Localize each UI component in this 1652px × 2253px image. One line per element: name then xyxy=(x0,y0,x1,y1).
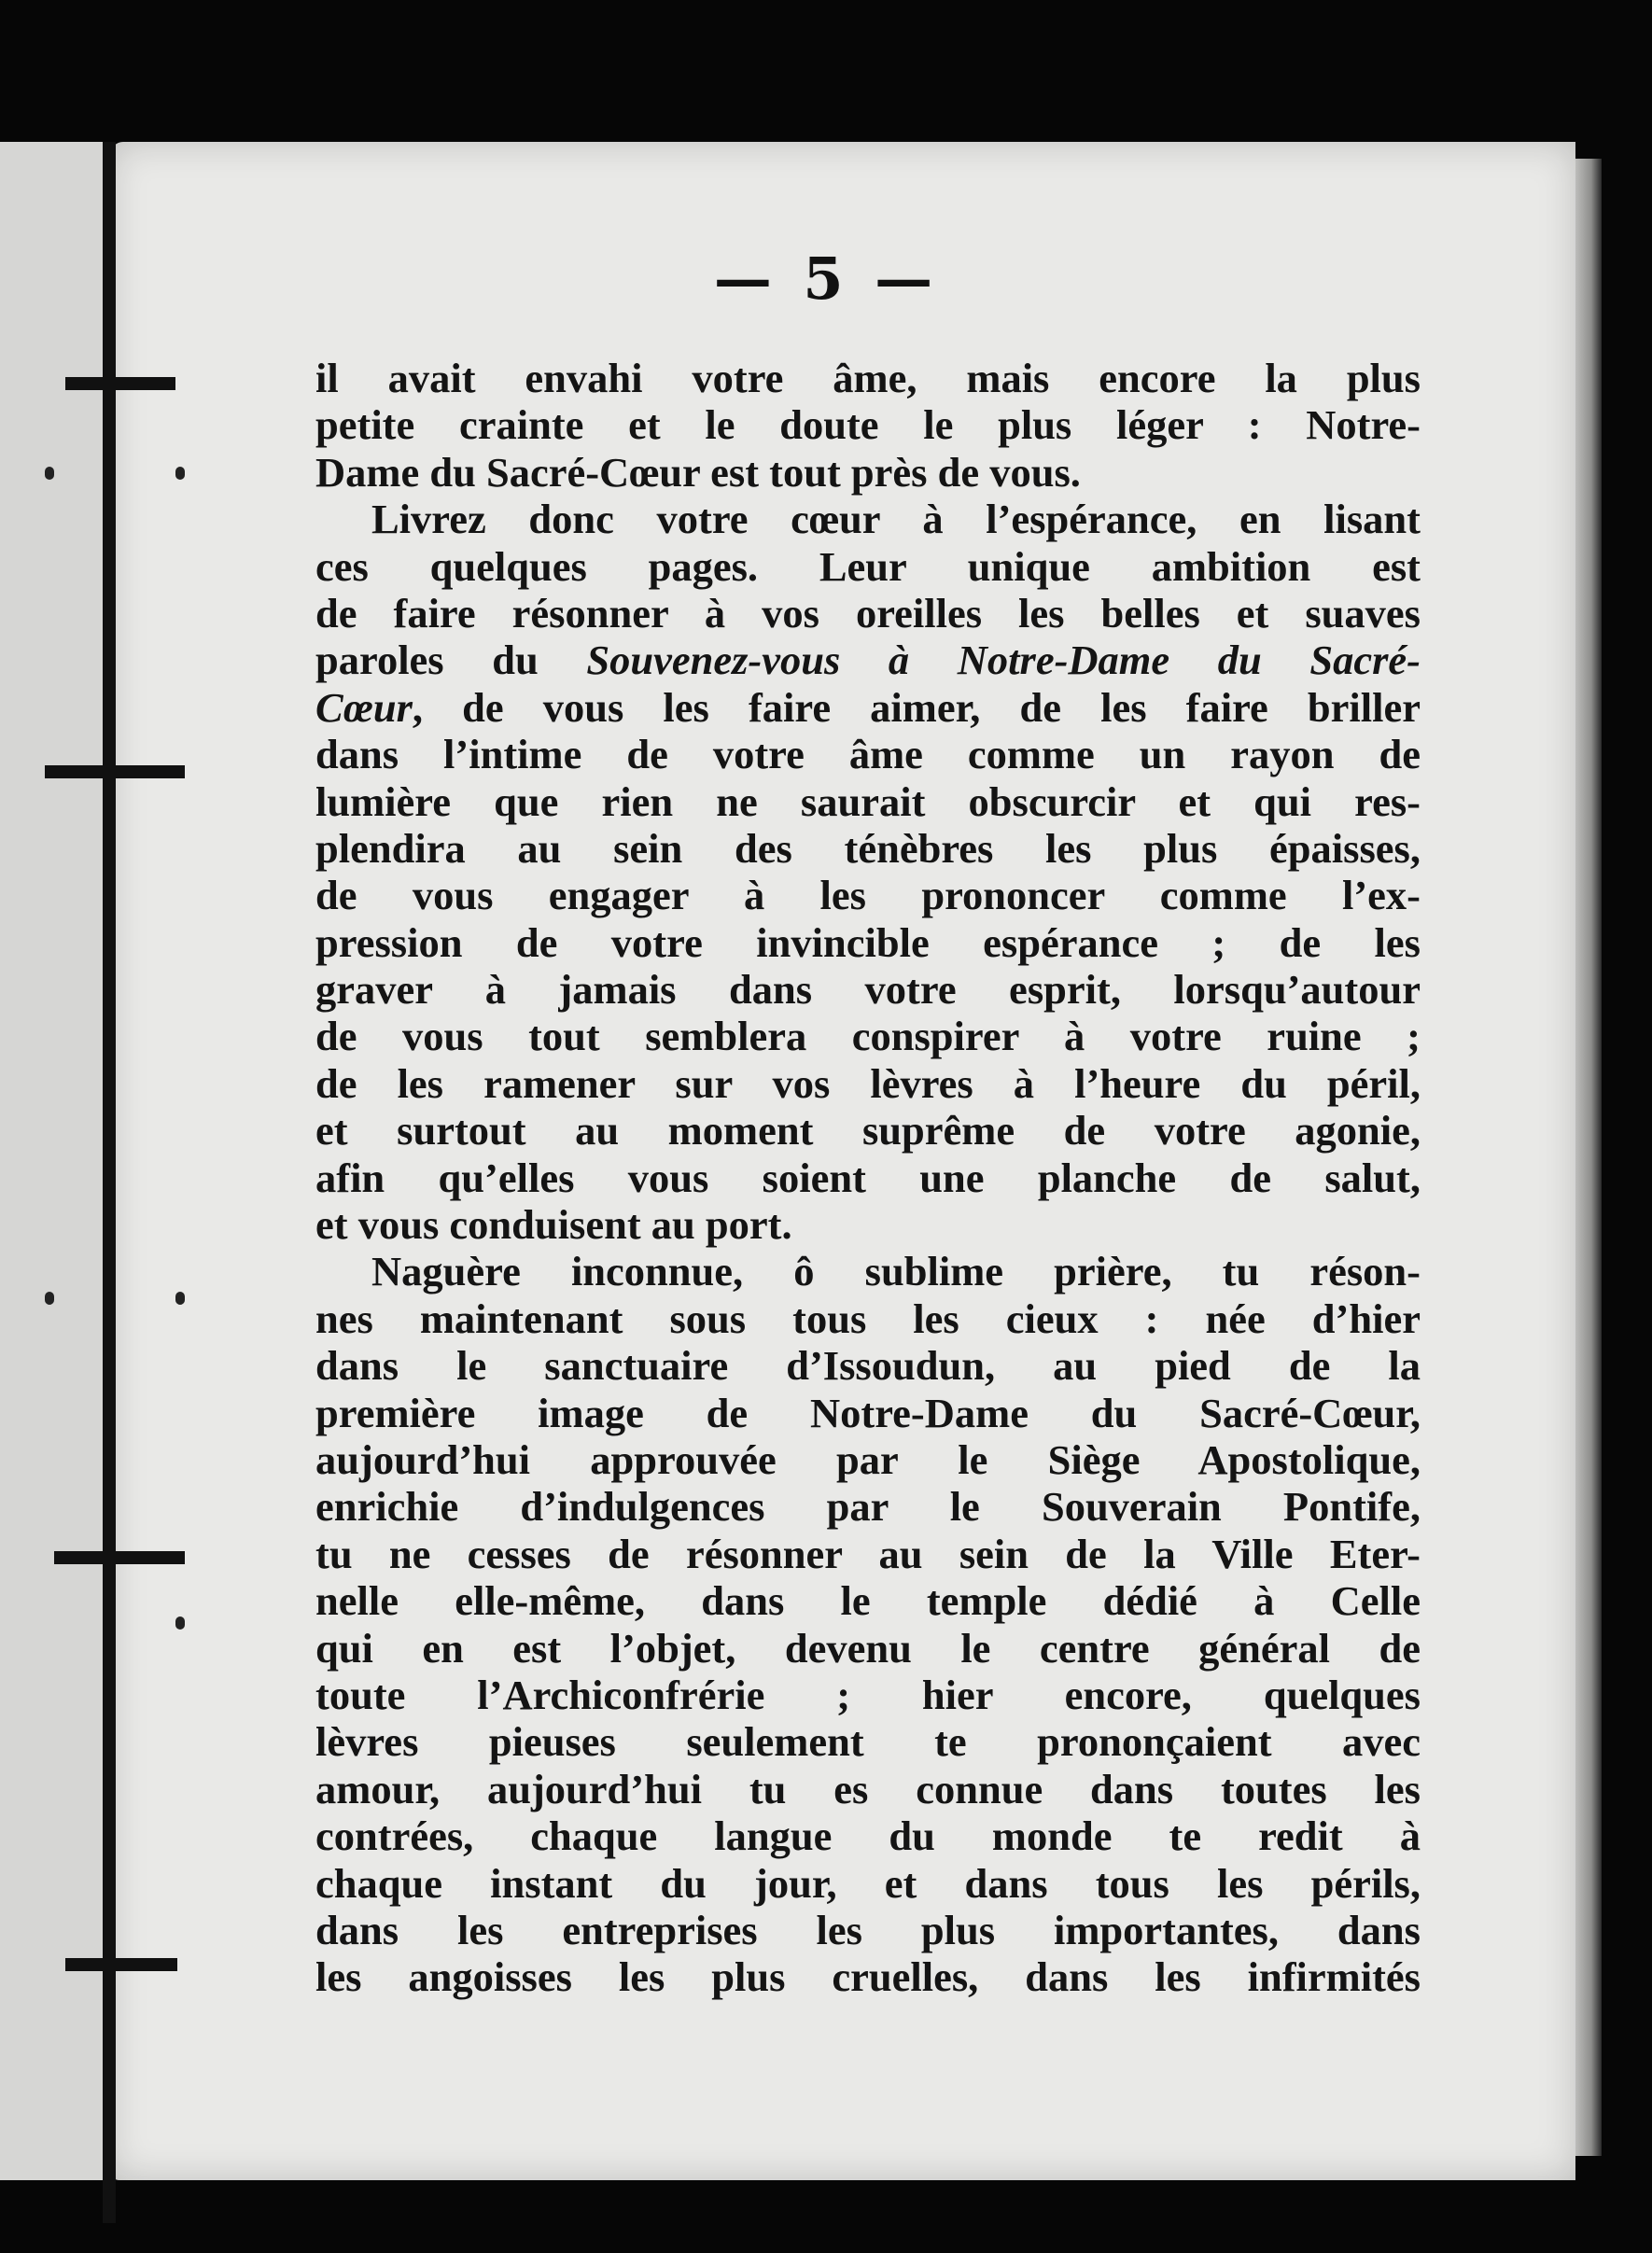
text-line: de vous tout semblera conspirer à votre ruine ; xyxy=(315,1013,1421,1060)
stitch-mark xyxy=(65,1958,177,1971)
page-number: — 5 — xyxy=(713,245,939,313)
text-line: Naguère inconnue, ô sublime prière, tu réson- xyxy=(371,1248,1421,1295)
text-line: il avait envahi votre âme, mais encore la plus xyxy=(315,355,1421,401)
page-edge xyxy=(1575,159,1602,2156)
text-line: nes maintenant sous tous les cieux : née d’hier xyxy=(315,1294,1421,1342)
hole-mark xyxy=(175,1292,185,1305)
text-line: afin qu’elles vous soient une planche de salut, xyxy=(315,1154,1421,1201)
stitch-mark xyxy=(65,377,175,390)
text-line: dans les entreprises les plus importantes, dans xyxy=(315,1906,1421,1953)
text-line: Dame du Sacré-Cœur est tout près de vous. xyxy=(315,448,1081,496)
text-line: et vous conduisent au port. xyxy=(315,1201,792,1249)
text-line: chaque instant du jour, et dans tous les périls, xyxy=(315,1859,1421,1907)
text-line: dans l’intime de votre âme comme un rayon de xyxy=(315,731,1421,778)
text-line: tu ne cesses de résonner au sein de la Ville Eter- xyxy=(315,1530,1421,1577)
text-line: de les ramener sur vos lèvres à l’heure du péril, xyxy=(315,1059,1421,1107)
text-line: toute l’Archiconfrérie ; hier encore, quelques xyxy=(315,1671,1421,1718)
text-line: lumière que rien ne saurait obscurcir et qui res- xyxy=(315,777,1421,825)
text-line: et surtout au moment suprême de votre agonie, xyxy=(315,1107,1421,1154)
text-line xyxy=(315,684,1421,731)
hole-mark xyxy=(175,467,185,480)
stitch-mark xyxy=(45,765,185,778)
hole-mark xyxy=(45,467,54,480)
text-line: pression de votre invincible espérance ; de les xyxy=(315,918,1421,966)
text-line: amour, aujourd’hui tu es connue dans toutes les xyxy=(315,1765,1421,1812)
hole-mark xyxy=(175,1616,185,1630)
text-line-segment: paroles du xyxy=(315,637,587,684)
text-line: qui en est l’objet, devenu le centre général de xyxy=(315,1624,1421,1672)
binding-thread xyxy=(103,142,116,2223)
text-line: petite crainte et le doute le plus léger : Notre- xyxy=(315,401,1421,449)
text-line: de vous engager à les prononcer comme l’ex- xyxy=(315,872,1421,919)
text-line: de faire résonner à vos oreilles les belles et suaves xyxy=(315,589,1421,637)
hole-mark xyxy=(45,1292,54,1305)
text-line: plendira au sein des ténèbres les plus épaisses, xyxy=(315,824,1421,872)
body-text xyxy=(315,355,1421,2001)
text-line: première image de Notre-Dame du Sacré-Cœur, xyxy=(315,1389,1421,1436)
text-line: lèvres pieuses seulement te prononçaient avec xyxy=(315,1718,1421,1766)
italic-title: Cœur xyxy=(315,683,413,731)
text-line: nelle elle-même, dans le temple dédié à Celle xyxy=(315,1577,1421,1625)
text-line xyxy=(315,637,1421,683)
text-line: Livrez donc votre cœur à l’espérance, en lisant xyxy=(371,496,1421,543)
text-line-segment: , de vous les faire aimer, de les faire briller xyxy=(412,683,1421,731)
page-left-margin xyxy=(0,142,110,2180)
text-line: dans le sanctuaire d’Issoudun, au pied de la xyxy=(315,1342,1421,1390)
text-line: aujourd’hui approuvée par le Siège Apostolique, xyxy=(315,1435,1421,1483)
text-line: les angoisses les plus cruelles, dans les infirmités xyxy=(315,1953,1421,2001)
stitch-mark xyxy=(54,1551,185,1564)
italic-title: Souvenez-vous à Notre-Dame du Sacré- xyxy=(586,637,1421,684)
text-line: enrichie d’indulgences par le Souverain Pontife, xyxy=(315,1483,1421,1531)
text-line: contrées, chaque langue du monde te redit à xyxy=(315,1812,1421,1860)
text-line: graver à jamais dans votre esprit, lorsqu’autour xyxy=(315,966,1421,1014)
text-line: ces quelques pages. Leur unique ambition est xyxy=(315,542,1421,590)
